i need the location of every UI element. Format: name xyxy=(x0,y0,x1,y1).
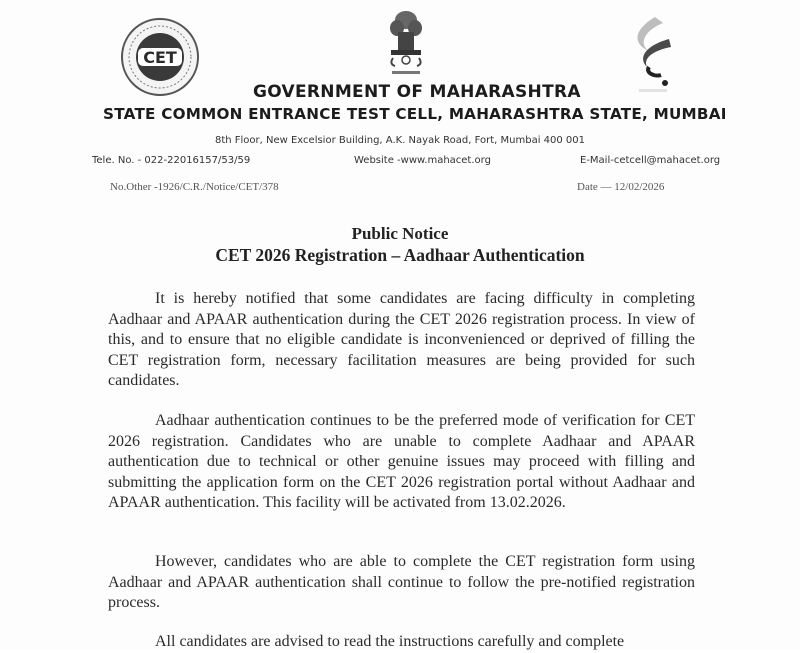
government-title: GOVERNMENT OF MAHARASHTRA xyxy=(253,82,581,102)
notice-subject: CET 2026 Registration – Aadhaar Authentication xyxy=(215,245,585,265)
paragraph-alternate-registration: Aadhaar authentication continues to be the preferred mode of verification for CET 2026 registration. Candidates who are unable to complete Aadhaar and APAAR authentication due to technical or other genuine issues may proceed with filling and submitting the application form on the CET 2026 registration portal without Aadhaar and APAAR authentication. This facility will be activated from 13.02.2026. xyxy=(108,412,695,511)
website-link[interactable]: Website -www.mahacet.org xyxy=(354,155,491,166)
paragraph-continue-process: However, candidates who are able to complete the CET registration form using Aadhaar and APAAR authentication shall continue to follow the pre-notified registration process. xyxy=(108,553,695,611)
paragraph-advisory: All candidates are advised to read the instructions carefully and complete xyxy=(155,633,625,650)
reference-number: No.Other -1926/C.R./Notice/CET/378 xyxy=(110,181,279,193)
office-address: 8th Floor, New Excelsior Building, A.K. Nayak Road, Fort, Mumbai 400 001 xyxy=(214,135,586,146)
email-link[interactable]: E-Mail-cetcell@mahacet.org xyxy=(580,155,721,166)
cet-cell-title: STATE COMMON ENTRANCE TEST CELL, MAHARASHTRA STATE, MUMBAI xyxy=(103,105,727,123)
telephone-number: Tele. No. - 022-22016157/53/59 xyxy=(92,155,251,166)
national-emblem-icon xyxy=(383,8,429,76)
notice-heading: Public Notice xyxy=(351,224,449,243)
paragraph-difficulty-notice: It is hereby notified that some candidates are facing difficulty in completing Aadhaar and APAAR authentication during the CET 2026 registration process. In view of this, and to ensure that no eligible candidate is inconvenienced or deprived of filling the CET registration form, necessary facilitation measures are being provided for such candidates. xyxy=(108,290,695,389)
cet-logo-icon xyxy=(120,17,200,97)
notice-date: Date — 12/02/2026 xyxy=(577,181,665,193)
svg-text:CET: CET xyxy=(143,48,177,67)
maharashtra-flame-icon xyxy=(625,15,680,95)
